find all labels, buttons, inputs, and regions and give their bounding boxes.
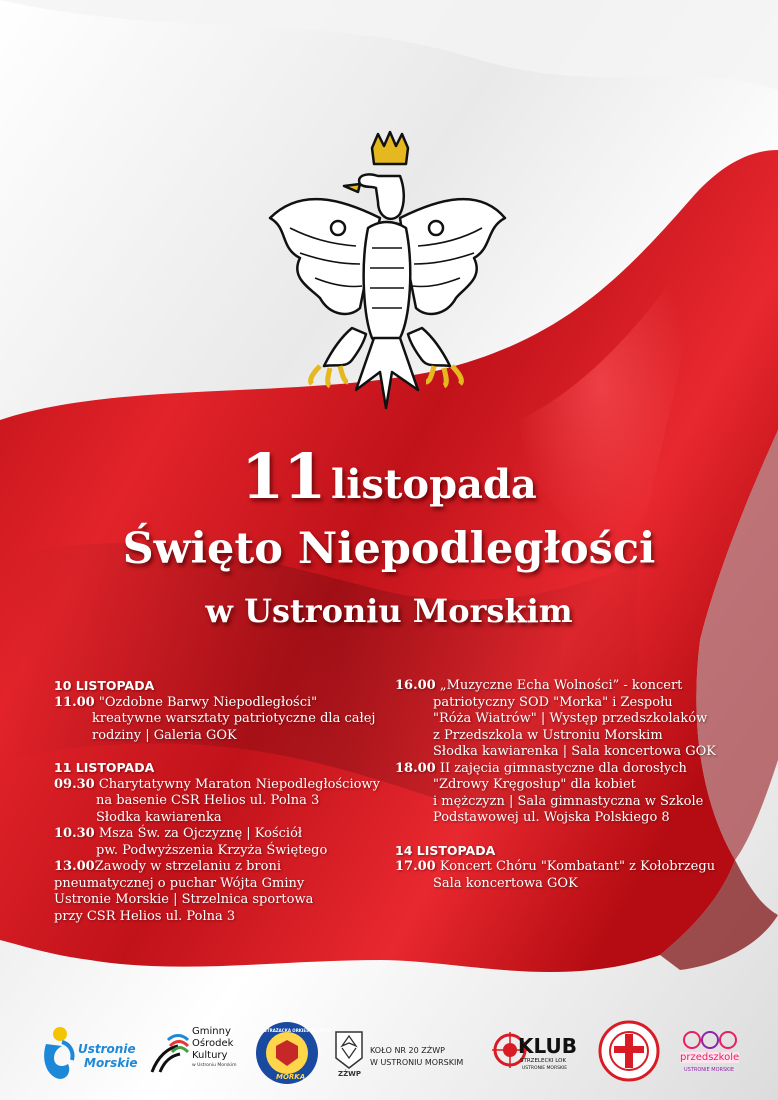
event-line: patriotyczny SOD "Morka" i Zespołu xyxy=(433,694,673,710)
event-line: Sala koncertowa GOK xyxy=(433,875,578,891)
event-time: 10.30 xyxy=(54,826,95,841)
event-line: Podstawowej ul. Wojska Polskiego 8 xyxy=(433,810,670,825)
event-line xyxy=(54,777,394,794)
event-title: Zawody w strzelaniu z broni xyxy=(94,859,281,874)
ustronie-morskie-logo xyxy=(40,1022,138,1088)
klub-strzelecki-logo xyxy=(492,1032,592,1080)
event-time: 11.00 xyxy=(54,694,95,710)
event-line xyxy=(395,761,755,778)
event-line: przy CSR Helios ul. Polna 3 xyxy=(54,908,236,924)
headline-month: listopada xyxy=(331,461,537,508)
przedszkole-line2: USTRONIE MORSKIE xyxy=(684,1067,735,1073)
program-left-column xyxy=(54,678,394,925)
ustronie-line2: Morskie xyxy=(84,1056,138,1070)
ustronie-line1: Ustronie xyxy=(78,1042,136,1056)
event-title: Msza Św. za Ojczyznę | Kościół xyxy=(98,826,303,841)
klub-line3: USTRONIE MORSKIE xyxy=(522,1066,568,1071)
gok-line1: Gminny xyxy=(192,1026,231,1037)
event-time: 09.30 xyxy=(54,776,95,792)
event-line: Słodka kawiarenka | Sala koncertowa GOK xyxy=(433,744,717,759)
day-heading: 14 LISTOPADA xyxy=(395,842,496,858)
event-line: i mężczyzn | Sala gimnastyczna w Szkole xyxy=(433,793,704,809)
orkiestra-bottom-text: MORKA xyxy=(276,1073,306,1081)
event-line: Słodka kawiarenka xyxy=(96,809,222,825)
event-title: "Ozdobne Barwy Niepodległości" xyxy=(98,694,318,710)
event-line xyxy=(54,826,394,843)
event-line: Ustronie Morskie | Strzelnica sportowa xyxy=(54,892,314,907)
gok-logo-icon xyxy=(148,1026,190,1078)
zzwp-badge-icon xyxy=(332,1028,366,1070)
zzwp-logo xyxy=(332,1028,482,1086)
event-line: pneumatycznej o puchar Wójta Gminy xyxy=(54,875,305,891)
orkiestra-top-text: STRAŻACKA ORKIESTRA DĘTA xyxy=(264,1028,331,1033)
event-title: „Muzyczne Echa Wolności” - koncert xyxy=(439,678,683,693)
przedszkole-logo xyxy=(680,1030,746,1082)
gok-line2: Ośrodek xyxy=(192,1038,234,1049)
event-line xyxy=(395,859,755,876)
event-line: kreatywne warsztaty patriotyczne dla całej xyxy=(92,711,376,726)
gok-logo xyxy=(148,1026,248,1086)
school-crest-icon xyxy=(598,1020,660,1082)
klub-line2: STRZELECKI LOK xyxy=(520,1058,567,1064)
date-headline xyxy=(0,440,778,516)
day-heading: 11 LISTOPADA xyxy=(54,760,155,775)
holiday-title: Święto Niepodległości xyxy=(122,524,656,574)
sponsor-logos xyxy=(0,1010,778,1100)
day-heading: 10 LISTOPADA xyxy=(54,678,155,693)
przedszkole-line1: przedszkole xyxy=(680,1052,740,1063)
event-title: Charytatywny Maraton Niepodległościowy xyxy=(98,776,380,792)
children-icon xyxy=(680,1030,740,1052)
event-line: pw. Podwyższenia Krzyża Świętego xyxy=(96,842,328,858)
event-time: 18.00 xyxy=(395,760,436,776)
program-right-column xyxy=(395,678,755,892)
headline-day: 11 xyxy=(241,440,326,513)
gok-line3: Kultury xyxy=(192,1050,228,1061)
eagle-emblem xyxy=(260,128,510,418)
zzwp-line1: KOŁO NR 20 ZŻWP xyxy=(370,1046,445,1055)
orkiestra-logo xyxy=(254,1018,331,1088)
event-line: na basenie CSR Helios ul. Polna 3 xyxy=(96,793,320,808)
event-time: 13.00 xyxy=(54,859,95,874)
event-time: 16.00 xyxy=(395,678,436,693)
event-title: II zajęcia gimnastyczne dla dorosłych xyxy=(439,760,687,776)
event-line: rodziny | Galeria GOK xyxy=(92,727,237,743)
event-time: 17.00 xyxy=(395,859,436,874)
zzwp-line2: W USTRONIU MORSKIM xyxy=(370,1058,464,1067)
event-line: "Róża Wiatrów" | Występ przedszkolaków xyxy=(433,711,708,726)
place-subtitle: w Ustroniu Morskim xyxy=(205,592,573,630)
event-line xyxy=(395,678,755,695)
event-line: "Zdrowy Kręgosłup" dla kobiet xyxy=(433,777,636,792)
event-title: Koncert Chóru "Kombatant" z Kołobrzegu xyxy=(439,859,716,874)
klub-line1: KLUB xyxy=(518,1034,578,1058)
event-line: z Przedszkola w Ustroniu Morskim xyxy=(433,727,663,743)
event-line xyxy=(54,695,394,712)
event-line xyxy=(54,859,394,876)
gok-line4: w Ustroniu Morskim xyxy=(192,1063,237,1068)
zzwp-badge-text: ZŻWP xyxy=(338,1070,362,1078)
